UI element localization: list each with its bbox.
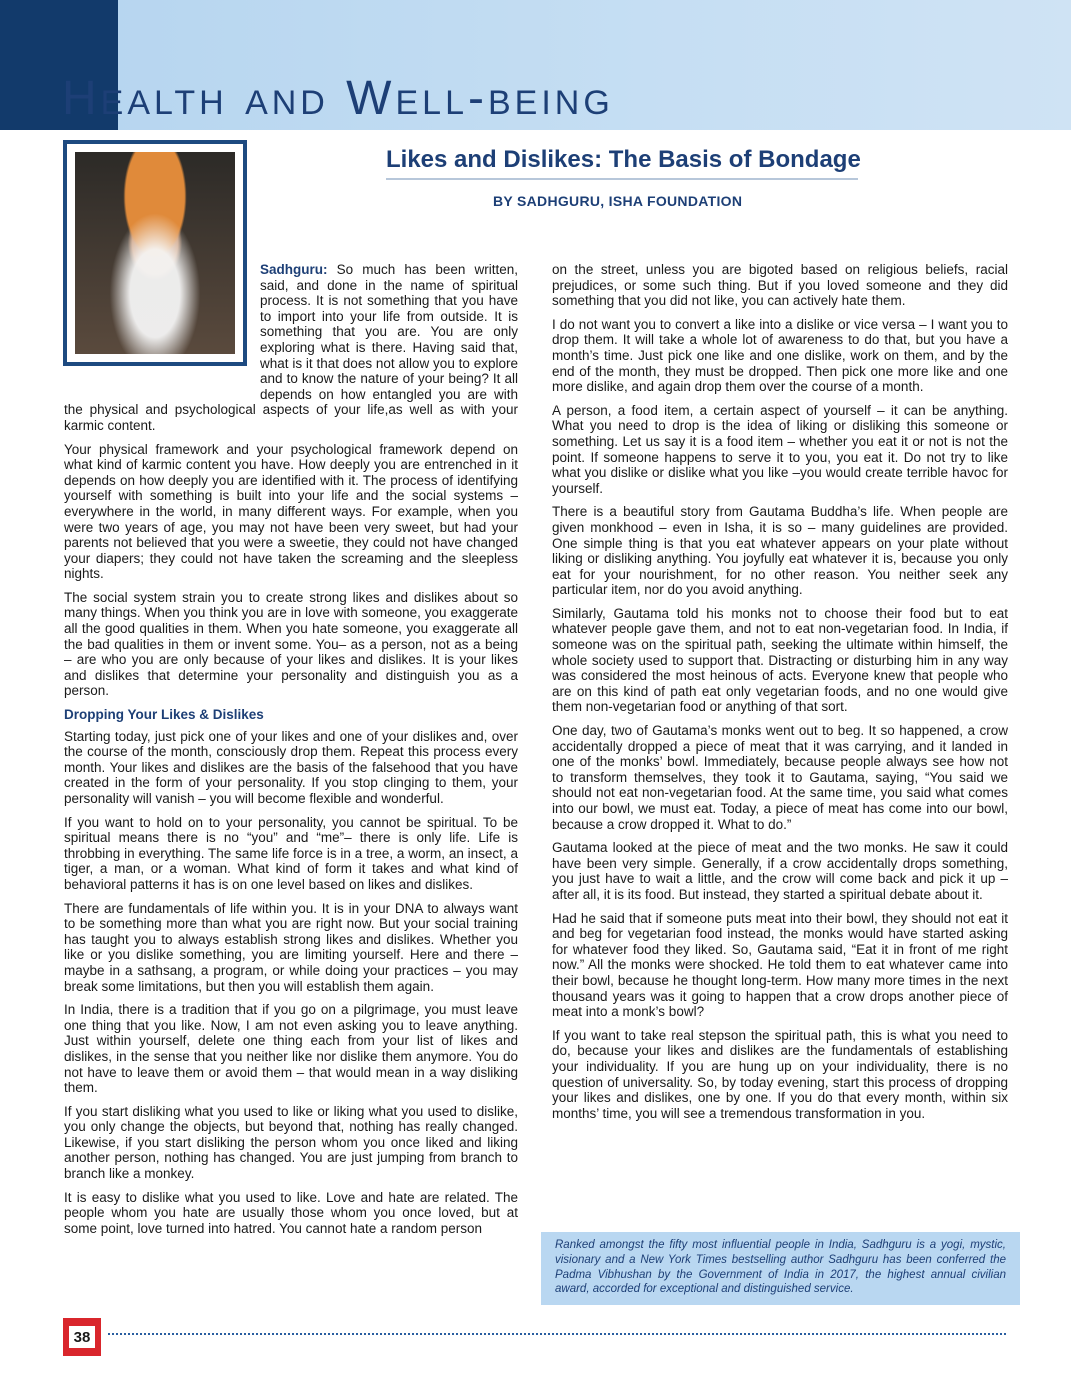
paragraph: Similarly, Gautama told his monks not to choose their food but to eat whatever people gave them, and not to eat non-vegetarian food. In India, if someone was on the spiritual path, seeking the ultimate within himself, the whole society used to support that. Distracting or disturbing him in any way was considered the most heinous of acts. Everyone knew that people who are on this kind of path eat only vegetarian foods, and no one would give them non-vegetarian food or anything of that sort. [552,605,1008,715]
paragraph: It is easy to dislike what you used to like. Love and hate are related. The people whom you hate are usually those whom you once loved, but at some point, love turned into hatred. You cannot hate a random person [64,1189,518,1236]
paragraph: Had he said that if someone puts meat into their bowl, they should not eat it and beg for vegetarian food instead, the monks would have started asking for whatever food they liked. So, Gautama said, “Eat it in front of me right now.” All the monks were shocked. He told them to eat whatever came into their bowl, because he thought long-term. How many more times in the next thousand years was it going to happen that a crow drops another piece of meat into a monk’s bowl? [552,910,1008,1020]
page-number: 38 [69,1326,95,1348]
paragraph: If you start disliking what you used to like or liking what you used to dislike, you only change the objects, but beyond that, nothing has really changed. Likewise, if you start disliking the person whom you once liked and liking another person, nothing has changed. You are just jumping from branch to branch like a monkey. [64,1103,518,1182]
paragraph: I do not want you to convert a like into a dislike or vice versa – I want you to drop them. It will take a whole lot of awareness to do that, but you have a month’s time. Just pick one like and one dislike, work on them, and by the end of the month, they must be dropped. Then pick one more like and one more dislike, and again drop them over the course of a month. [552,316,1008,395]
speaker-label: Sadhguru: [260,262,328,277]
paragraph: If you want to hold on to your personality, you cannot be spiritual. To be spiritual means there is no “you” and “me”– there is only life. Life is throbbing in everything. The same life force is in a tree, a worm, an insect, a tiger, a man, or a woman. What kind of form it takes and what kind of behavioral patterns it has is on one level based on likes and dislikes. [64,814,518,892]
section-subheading: Dropping Your Likes & Dislikes [64,707,264,723]
paragraph: Gautama looked at the piece of meat and the two monks. He saw it could have been very simple. Generally, if a crow accidentally drops something, you just have to wait a little, and the crow will come back and pick it up – after all, it is its food. But instead, they started a spiritual debate about it. [552,840,1008,902]
article-title: Likes and Dislikes: The Basis of Bondage [386,146,858,180]
article-byline: BY SADHGURU, ISHA FOUNDATION [493,193,743,209]
paragraph: Your physical framework and your psychological framework depend on what kind of karmic content you have. How deeply you are entrenched in it depends on how deeply you are identified with it. The process of identifying yourself with something is built into your life and the social systems – everywhere in the world, in many different ways. For example, when you were two years of age, you may not have been very sweet, but had your parents not believed that you were a sweetie, they could not have changed your diapers; they could not have taken the screaming and the sleepless nights. [64,441,518,582]
section-title: Health and Well-being [62,72,614,125]
paragraph: on the street, unless you are bigoted based on religious beliefs, racial prejudices, or some such thing. But if you loved someone and they did something that you did not like, you can actively hate them. [552,262,1008,309]
right-column [552,262,1008,1129]
photo-wrap-space [64,262,260,392]
page-number-badge [63,1318,101,1356]
paragraph: There are fundamentals of life within you. It is in your DNA to always want to be something more than what you are right now. But your social training has taught you to always establish strong likes and dislikes. Whether you like or you dislike something, you are limiting yourself. Here and there – maybe in a sathsang, a program, or while doing your practices – you may break some limitations, but then you will establish them again. [64,900,518,994]
paragraph: There is a beautiful story from Gautama Buddha’s life. When people are given monkhood – even in Isha, it is so – many guidelines are provided. One simple thing is that you eat whatever appears on your plate without liking or disliking anything. You joyfully eat whatever it is, because you only eat for your nourishment, for no other reason. You neither seek any particular item, nor do you avoid anything. [552,504,1008,598]
paragraph: In India, there is a tradition that if you go on a pilgrimage, you must leave one thing that you like. Now, I am not even asking you to leave anything. Just within yourself, delete one thing each from your list of likes and dislikes, in the sense that you neither like nor dislike them anymore. You do not have to leave them or avoid them – that would mean in a way disliking them. [64,1002,518,1096]
left-column [64,262,518,1312]
author-bio-box: Ranked amongst the fifty most influential people in India, Sadhguru is a yogi, mystic, visionary and a New York Times bestselling author Sadhguru has been conferred the Padma Vibhushan by the Government of India in 2017, the highest annual civilian award, accorded for exceptional and distinguished service. [541,1232,1020,1305]
paragraph: If you want to take real stepson the spiritual path, this is what you need to do, because your likes and dislikes are the fundamentals of establishing your individuality. If you are hung up on your individuality, there is no question of universality. So, by today evening, start this process of dropping your likes and dislikes, one by one. If you do that every month, within six months’ time, you will see a tremendous transformation in you. [552,1027,1008,1121]
paragraph: The social system strain you to create strong likes and dislikes about so many things. When you think you are in love with someone, you exaggerate all the good qualities in them. When you hate someone, you exaggerate all the bad qualities in them or invent some. You– as a person, not as a being – are who you are only because of your likes and dislikes. It is your likes and dislikes that determine your personality and distinguish you as a person. [64,589,518,699]
paragraph: Starting today, just pick one of your likes and one of your dislikes and, over the course of the month, consciously drop them. Repeat this process every month. Your likes and dislikes are the basis of the falsehood that you have created in the form of your personality. If you stop clinging to them, your personality will vanish – you will become flexible and wonderful. [64,728,518,806]
paragraph: One day, two of Gautama’s monks went out to beg. It so happened, a crow accidentally dropped a piece of meat that it was carrying, and it landed in one of the monks’ bowl. Immediately, because people always see how not to transform themselves, they took it to Gautama, saying, “You said we should not eat non-vegetarian food. At the same time, you said what comes into our bowl, we must eat. Today, a piece of meat has come into our bowl, because a crow dropped it. What to do.” [552,723,1008,832]
intro-text: So much has been written, said, and done in the name of spiritual process. It is not something that you have to import into your life from outside. It is something that you are. You are only exploring what is there. Having said that, what is it that does not allow you to explore and to know the nature of your being? It all depends on how entangled you are with the physical and psychological aspects of your life,as well as with your karmic content. [64,262,518,433]
footer-dotted-rule [108,1333,1006,1335]
paragraph: A person, a food item, a certain aspect of yourself – it can be anything. What you need to drop is the idea of liking or disliking this someone or something. Let us say it is a food item – whether you eat it or not is not the point. If someone happens to serve it to you, you eat it. Do not try to like what you dislike or dislike what you like –you would create terrible havoc for yourself. [552,402,1008,496]
